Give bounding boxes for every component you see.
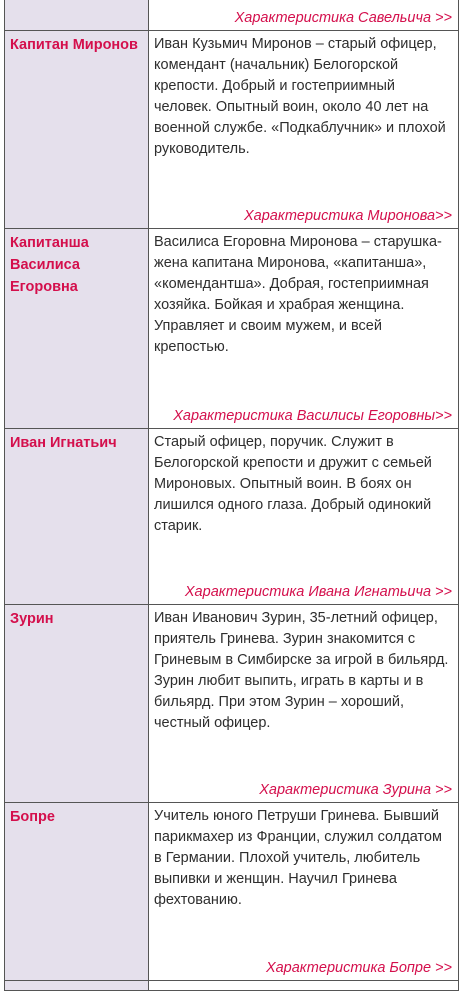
character-description: Старый офицер, поручик. Служит в Белогорской крепости и дружит с семьей Мироновых. Опытный воин. В боях он лишился одного глаза. Добрый одинокий старик. (154, 433, 432, 534)
character-link-bopre[interactable]: Характеристика Бопре >> (265, 959, 452, 976)
table-row (5, 604, 459, 802)
character-description: Иван Иванович Зурин, 35-летний офицер, приятель Гринева. Зурин знакомится с Гриневым в Симбирске за игрой в бильярд. Зурин любит выпить, играть в карты и в бильярд. При этом Зурин – хороший, честный офицер. (154, 609, 449, 731)
description-cell (149, 802, 459, 980)
name-cell (5, 30, 149, 228)
description-cell (149, 228, 459, 428)
character-link-zurin[interactable]: Характеристика Зурина >> (259, 781, 452, 798)
character-description: Иван Кузьмич Миронов – старый офицер, комендант (начальник) Белогорской крепости. Добрый и гостеприимный человек. Опытный воин, около 40 лет на военной службе. «Подкаблучник» и плохой руководитель. (154, 35, 446, 157)
name-cell (5, 0, 149, 30)
description-cell (149, 30, 459, 228)
table-row (5, 228, 459, 428)
table-row (5, 0, 459, 30)
character-description: Василиса Егоровна Миронова – старушка-жена капитана Миронова, «капитанша», «комендантша». Добрая, гостеприимная хозяйка. Бойкая и храбрая женщина. Управляет и своим мужем, и всей крепостью. (154, 233, 442, 355)
description-cell (149, 604, 459, 802)
name-cell (5, 980, 149, 990)
table-row (5, 30, 459, 228)
character-name: Капитанша Василиса Егоровна (10, 234, 89, 295)
name-cell (5, 604, 149, 802)
table-row (5, 428, 459, 604)
description-cell (149, 980, 459, 990)
character-name: Бопре (10, 808, 55, 825)
character-description: Учитель юного Петруши Гринева. Бывший парикмахер из Франции, служил солдатом в Германии. Плохой учитель, любитель выпивки и женщин. Научил Гринева фехтованию. (154, 807, 442, 908)
character-link-savelich[interactable]: Характеристика Савельича >> (234, 9, 452, 26)
character-name: Капитан Миронов (10, 36, 138, 53)
character-name: Иван Игнатьич (10, 434, 117, 451)
character-link-ivan-ignatich[interactable]: Характеристика Ивана Игнатьича >> (184, 583, 452, 600)
table-row (5, 802, 459, 980)
character-link-vasilisa[interactable]: Характеристика Василисы Егоровны>> (173, 407, 452, 424)
character-link-mironov[interactable]: Характеристика Миронова>> (243, 207, 452, 224)
name-cell (5, 428, 149, 604)
character-name: Зурин (10, 610, 54, 627)
name-cell (5, 802, 149, 980)
table-row (5, 980, 459, 990)
name-cell (5, 228, 149, 428)
description-cell (149, 0, 459, 30)
characters-table (4, 0, 459, 991)
description-cell (149, 428, 459, 604)
